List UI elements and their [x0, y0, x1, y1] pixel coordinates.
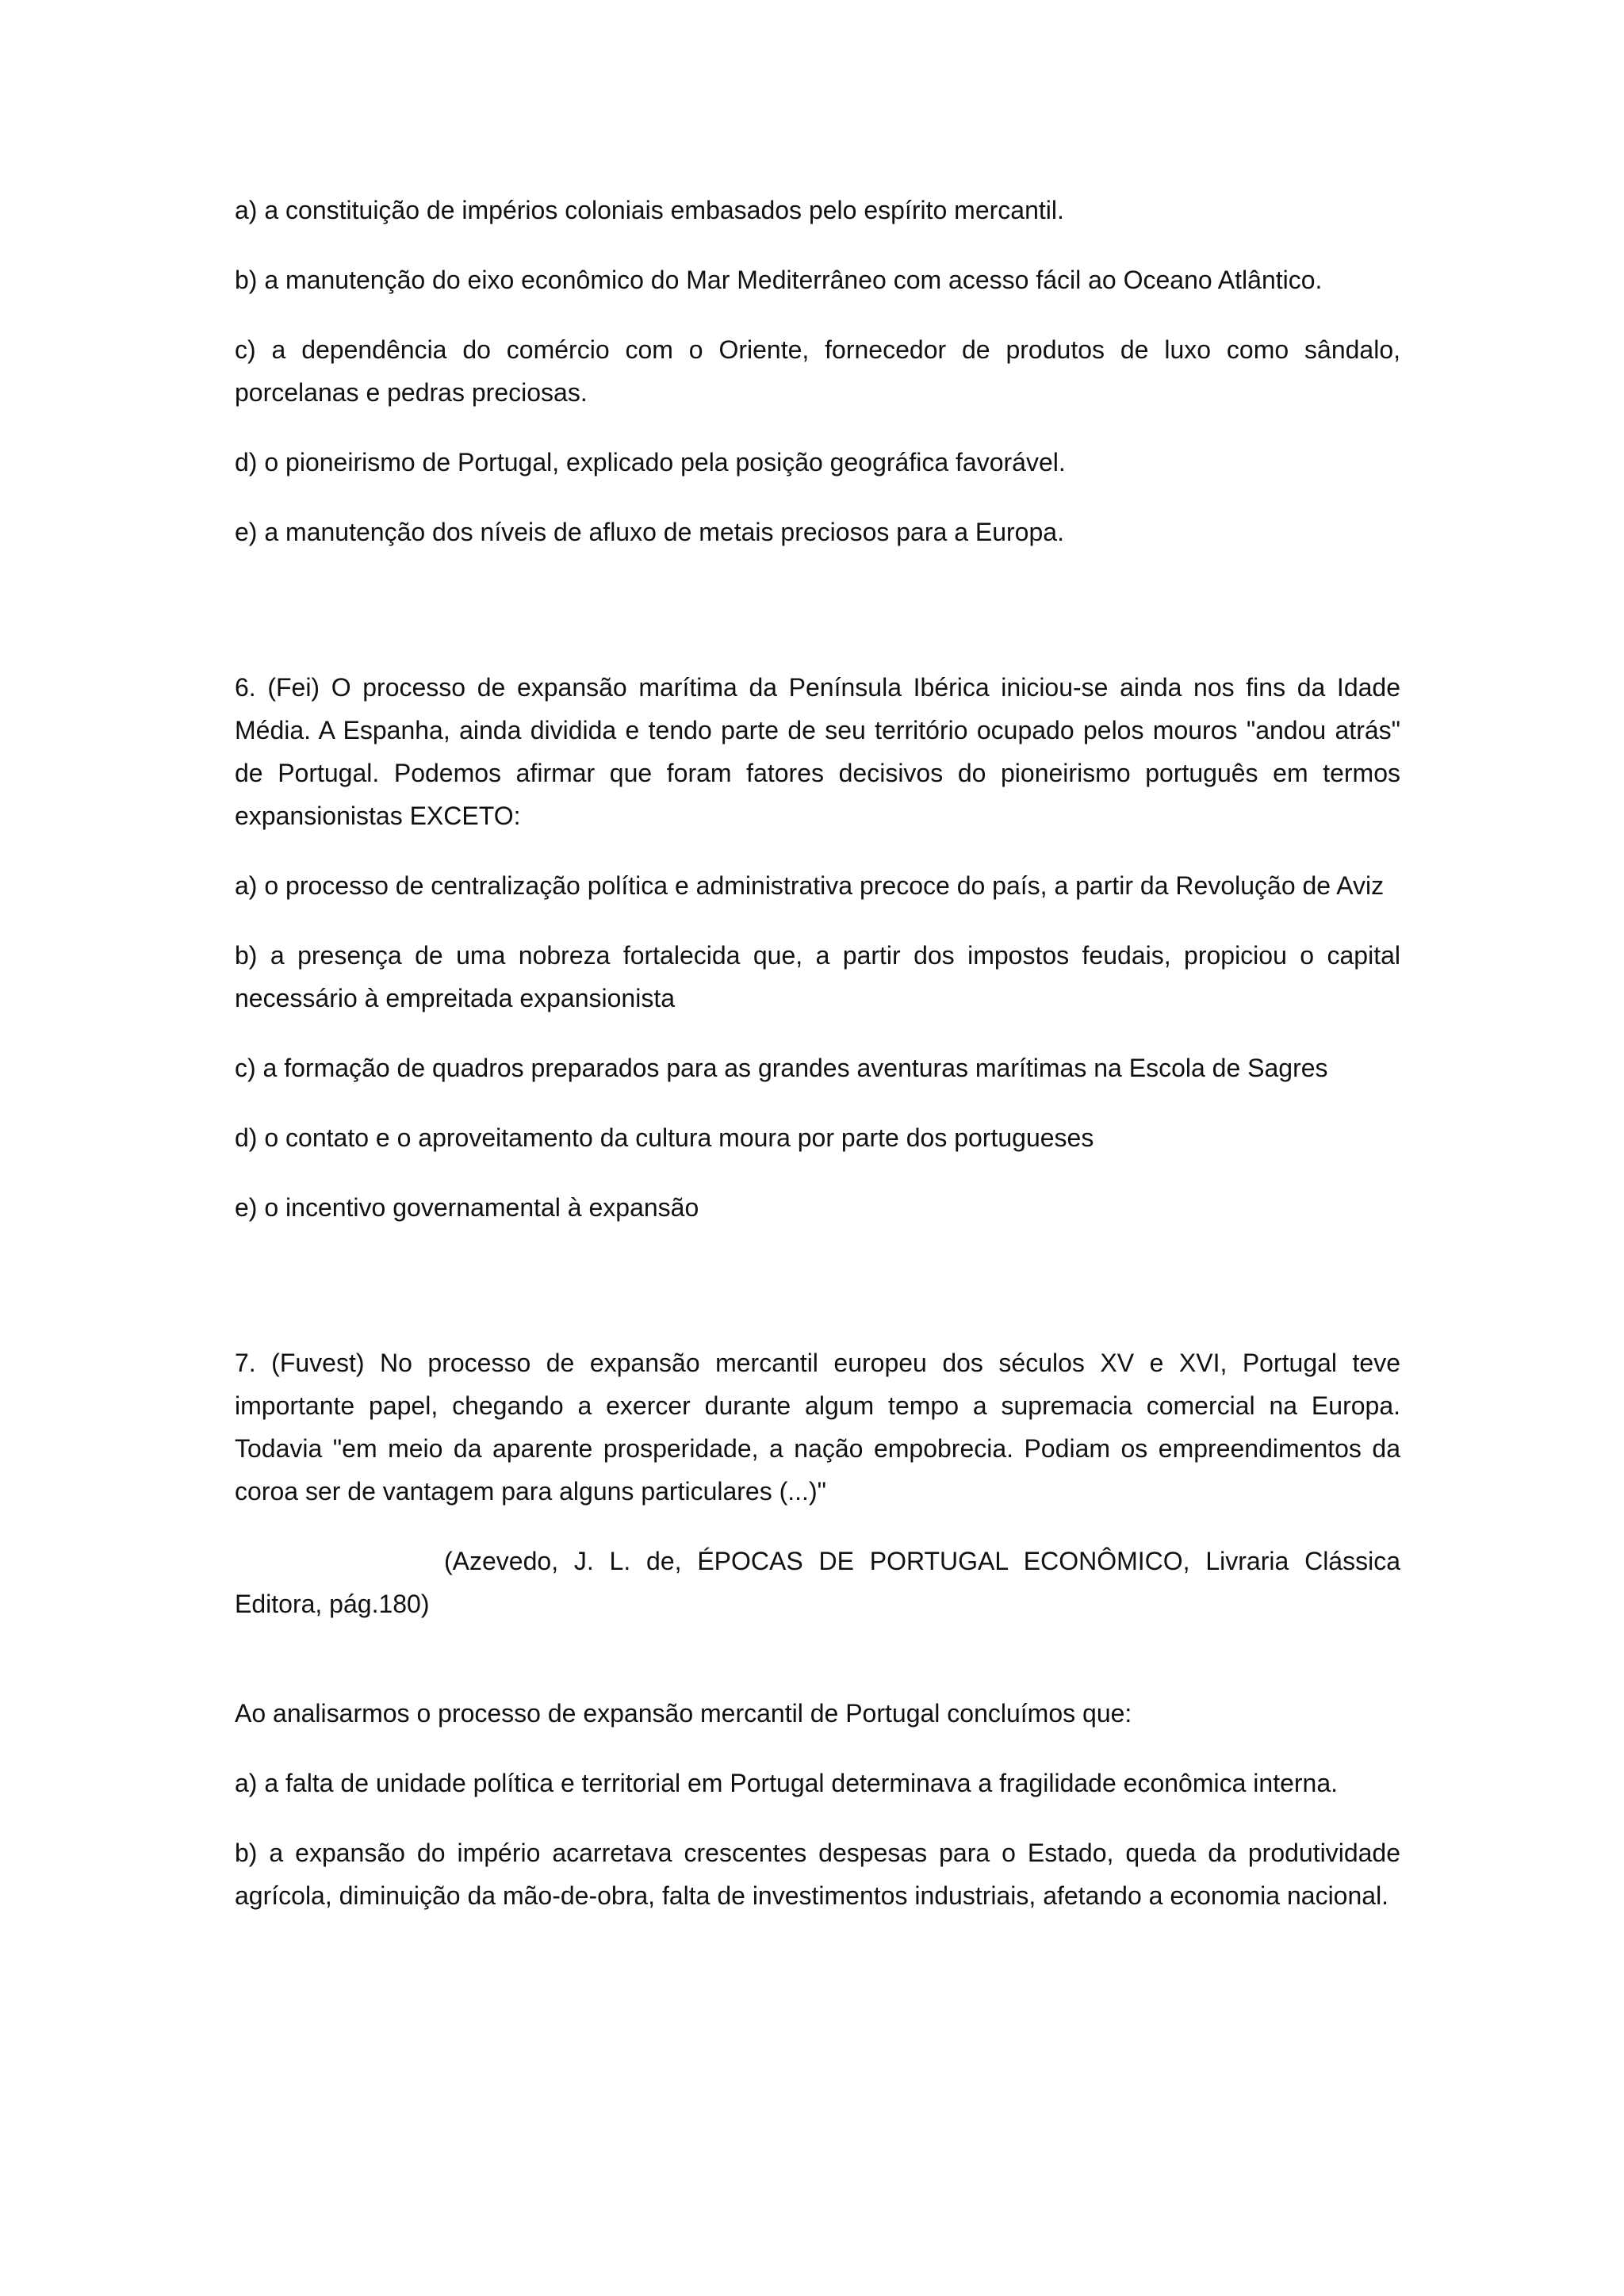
question-6-option-e: e) o incentivo governamental à expansão: [235, 1193, 699, 1222]
question-7-stem: 7. (Fuvest) No processo de expansão mercantil europeu dos séculos XV e XVI, Portugal teve importante papel, chegando a exercer durante algum tempo a supremacia comercial na Europa. Todavia "em meio da aparente prosperidade, a nação empobrecia. Podiam os empreendimentos da coroa ser de vantagem para alguns particulares (...)": [235, 1349, 1400, 1506]
spacer: [235, 580, 1400, 666]
option-b: b) a manutenção do eixo econômico do Mar Mediterrâneo com acesso fácil ao Oceano Atlântico.: [235, 266, 1323, 294]
question-7-option-a: a) a falta de unidade política e territorial em Portugal determinava a fragilidade econômica interna.: [235, 1769, 1339, 1797]
page-content: [235, 189, 1400, 1944]
question-7-prompt: Ao analisarmos o processo de expansão mercantil de Portugal concluímos que:: [235, 1699, 1132, 1728]
question-6-option-c: c) a formação de quadros preparados para as grandes aventuras marítimas na Escola de Sagres: [235, 1054, 1328, 1082]
question-7-citation: (Azevedo, J. L. de, ÉPOCAS DE PORTUGAL ECONÔMICO, Livraria Clássica Editora, pág.180): [235, 1547, 1400, 1618]
question-6-stem: 6. (Fei) O processo de expansão marítima da Península Ibérica iniciou-se ainda nos fins da Idade Média. A Espanha, ainda dividida e tendo parte de seu território ocupado pelos mouros "andou atrás" de Portugal. Podemos afirmar que foram fatores decisivos do pioneirismo português em termos expansionistas EXCETO:: [235, 673, 1400, 830]
question-6-option-a: a) o processo de centralização política e administrativa precoce do país, a partir da Revolução de Aviz: [235, 871, 1385, 900]
question-6-option-d: d) o contato e o aproveitamento da cultura moura por parte dos portugueses: [235, 1123, 1094, 1152]
option-c: c) a dependência do comércio com o Oriente, fornecedor de produtos de luxo como sândalo, porcelanas e pedras preciosas.: [235, 335, 1400, 407]
question-6-option-b: b) a presença de uma nobreza fortalecida que, a partir dos impostos feudais, propiciou o capital necessário à empreitada expansionista: [235, 941, 1400, 1012]
option-d: d) o pioneirismo de Portugal, explicado pela posição geográfica favorável.: [235, 448, 1066, 476]
spacer: [235, 1652, 1400, 1692]
question-7-option-b: b) a expansão do império acarretava crescentes despesas para o Estado, queda da produtividade agrícola, diminuição da mão-de-obra, falta de investimentos industriais, afetando a economia nacional.: [235, 1839, 1400, 1910]
option-e: e) a manutenção dos níveis de afluxo de metais preciosos para a Europa.: [235, 518, 1064, 546]
spacer: [235, 1256, 1400, 1341]
option-a: a) a constituição de impérios coloniais embasados pelo espírito mercantil.: [235, 196, 1064, 224]
